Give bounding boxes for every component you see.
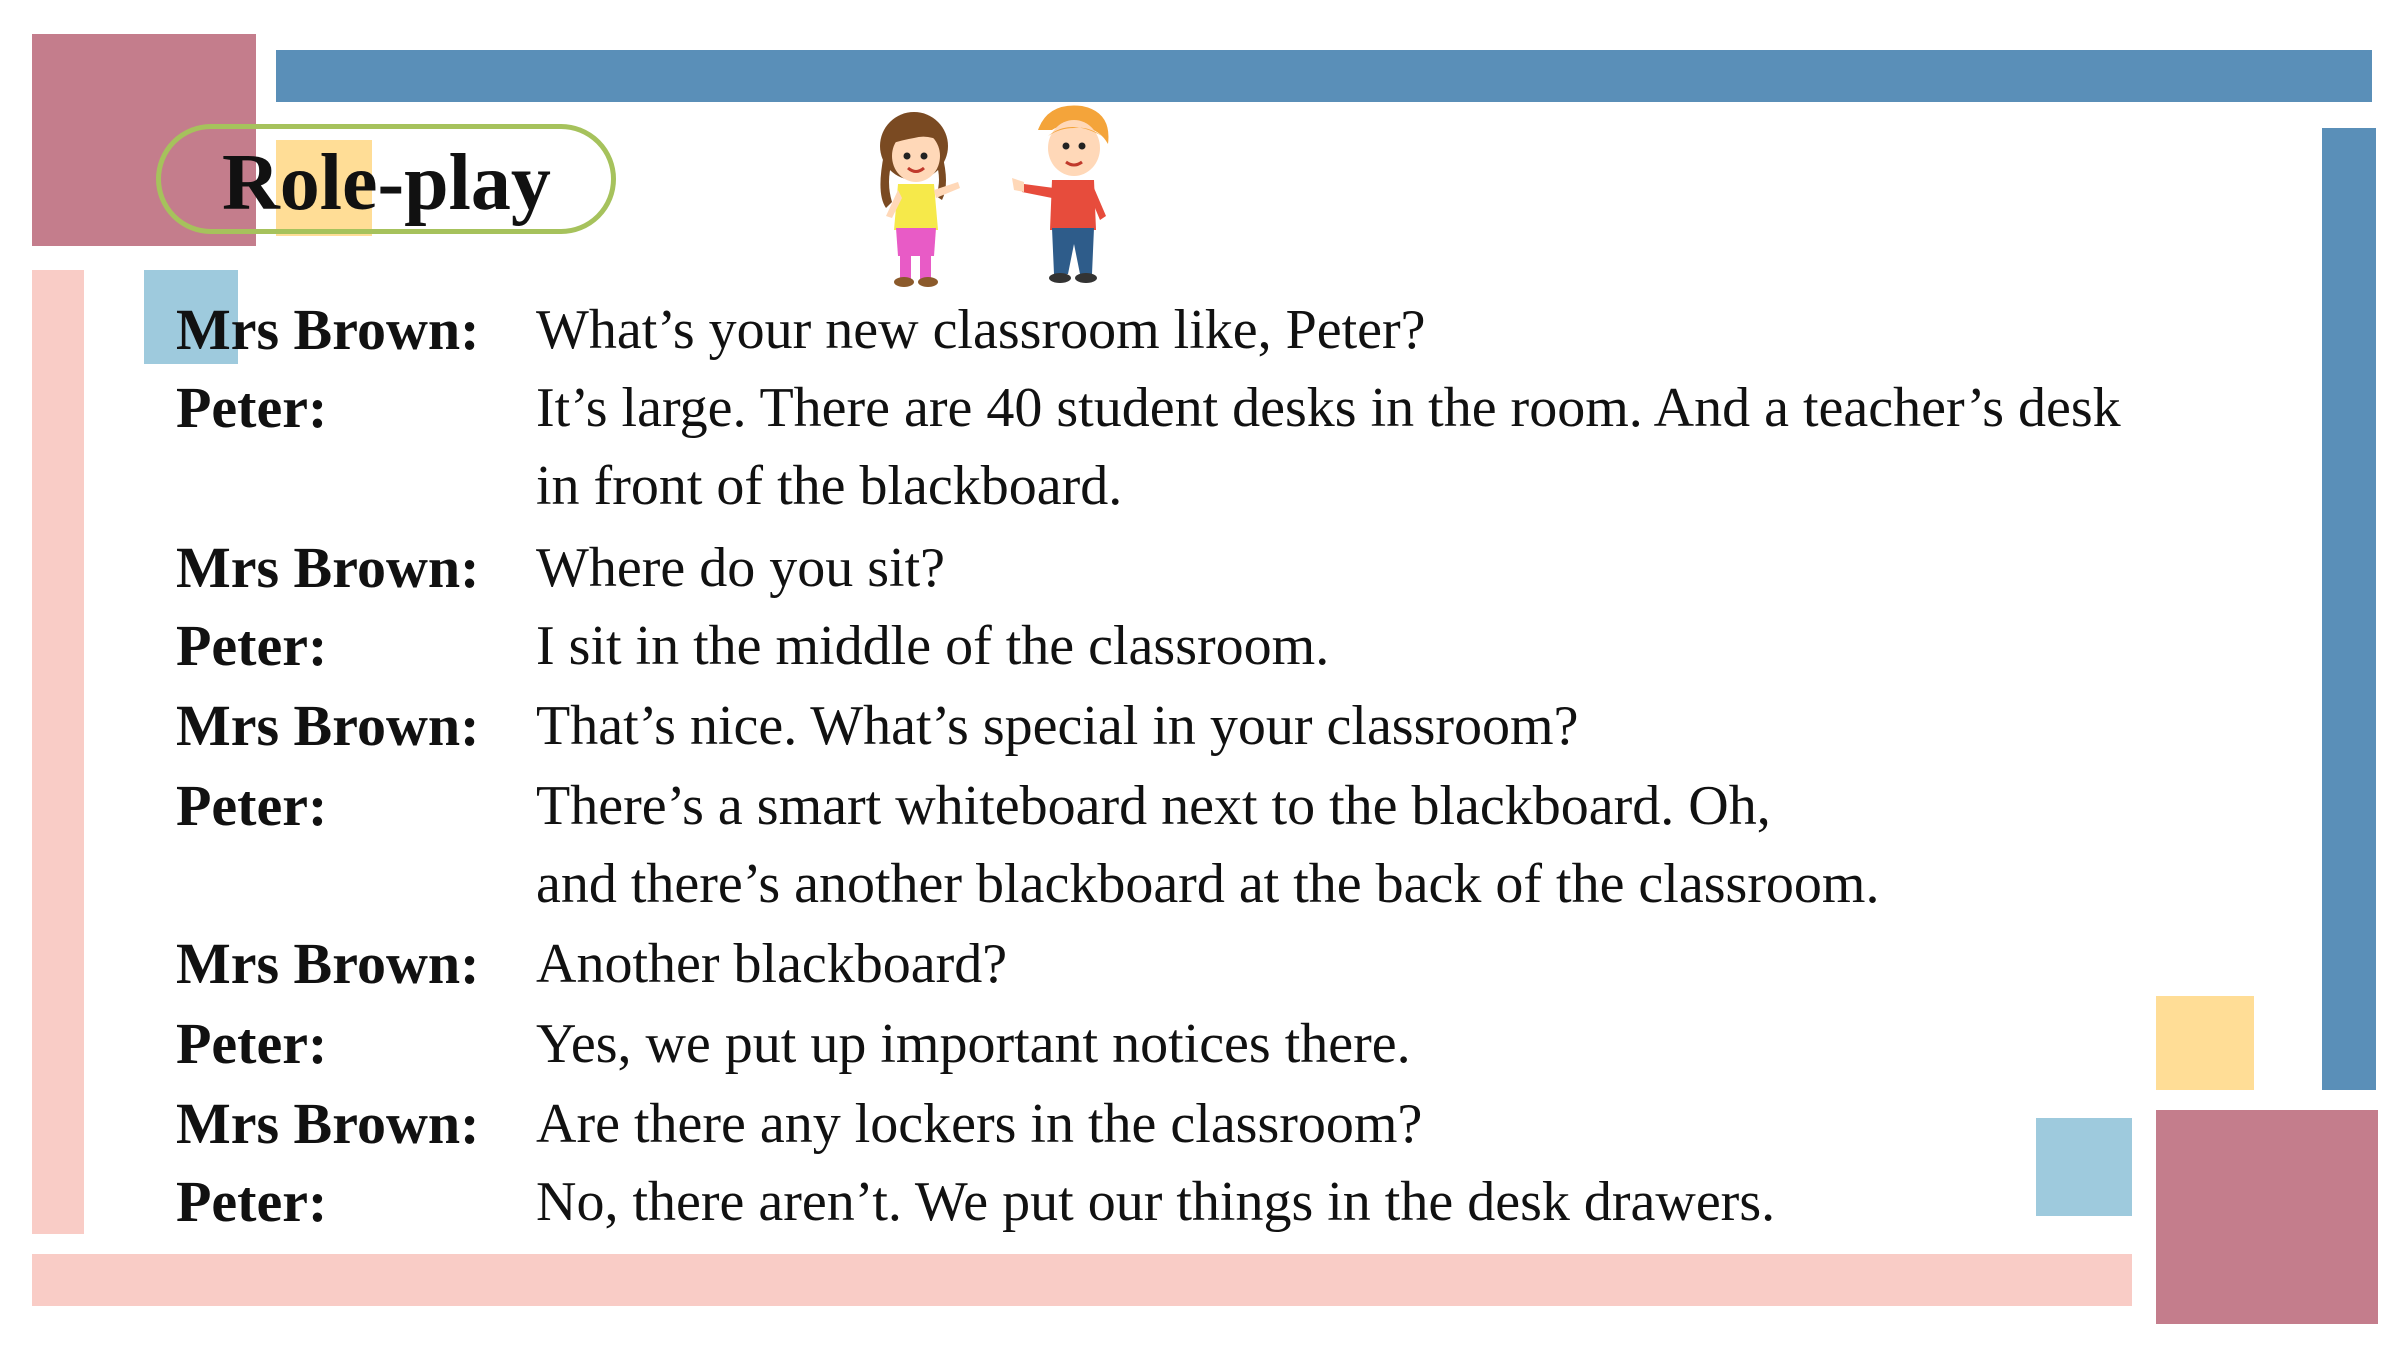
- speaker-label: Peter:: [176, 375, 328, 440]
- speaker-label: Peter:: [176, 613, 328, 678]
- dialogue-line: What’s your new classroom like, Peter?: [536, 299, 1426, 361]
- dialogue-line: Are there any lockers in the classroom?: [536, 1093, 1423, 1155]
- speaker-label: Mrs Brown:: [176, 931, 480, 996]
- speaker-label: Mrs Brown:: [176, 693, 480, 758]
- speaker-label: Mrs Brown:: [176, 535, 480, 600]
- dialogue-line: Another blackboard?: [536, 933, 1008, 995]
- dialogue-line: I sit in the middle of the classroom.: [536, 615, 1330, 677]
- speaker-label: Peter:: [176, 773, 328, 838]
- dialogue-line: and there’s another blackboard at the back of the classroom.: [536, 853, 1880, 915]
- dialogue-line: in front of the blackboard.: [536, 455, 1123, 517]
- speaker-label: Peter:: [176, 1011, 328, 1076]
- dialogue-line: That’s nice. What’s special in your classroom?: [536, 695, 1579, 757]
- dialogue-line: Where do you sit?: [536, 537, 945, 599]
- speaker-label: Mrs Brown:: [176, 1091, 480, 1156]
- dialogue-line: No, there aren’t. We put our things in the desk drawers.: [536, 1171, 1776, 1233]
- dialogue-line: It’s large. There are 40 student desks in the room. And a teacher’s desk: [536, 377, 2121, 439]
- dialogue-line: Yes, we put up important notices there.: [536, 1013, 1411, 1075]
- speaker-label: Peter:: [176, 1169, 328, 1234]
- speaker-label: Mrs Brown:: [176, 297, 480, 362]
- page-title: Role-play: [222, 139, 551, 227]
- dialogue-line: There’s a smart whiteboard next to the blackboard. Oh,: [536, 775, 1771, 837]
